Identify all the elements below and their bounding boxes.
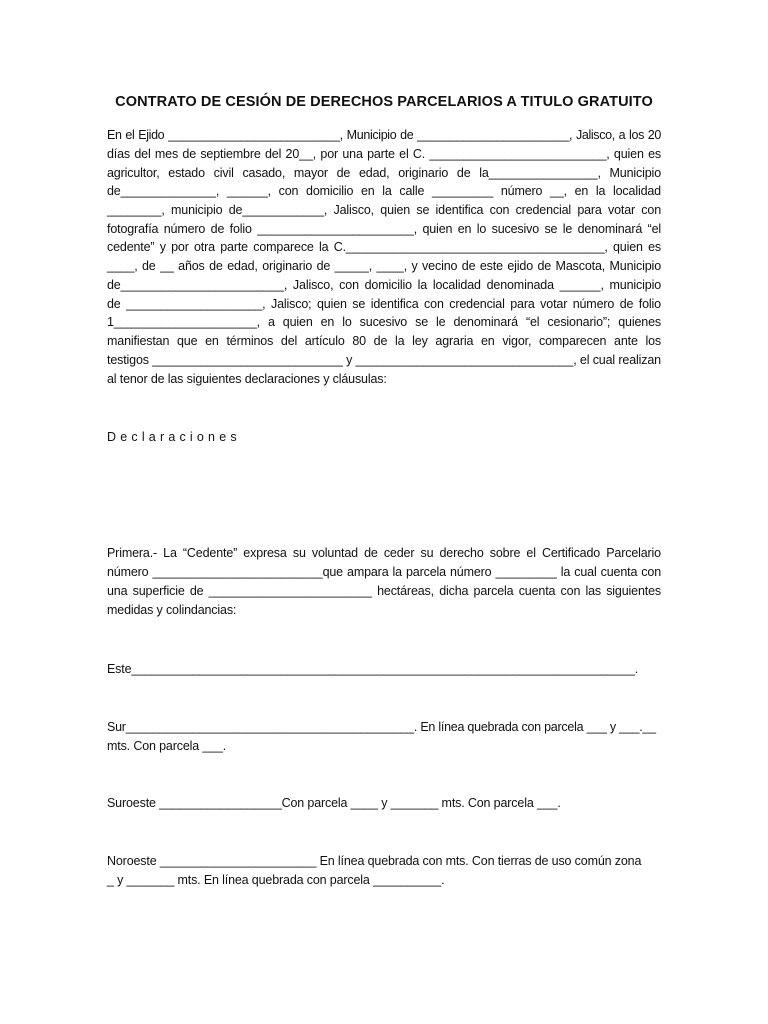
- intro-line-11: 1_____________________, a quien en lo sucesivo se le denominará “el cesionario”; quienes: [107, 315, 661, 329]
- intro-line-14: al tenor de las siguientes declaraciones y cláusulas:: [107, 372, 387, 386]
- document-title: CONTRATO DE CESIÓN DE DERECHOS PARCELARIOS A TITULO GRATUITO: [115, 94, 653, 110]
- este-line: Este__________________________________________________________________________.: [107, 662, 639, 676]
- intro-line-9: de________________________, Jalisco, con domicilio la localidad denominada ______, municipio: [107, 278, 661, 292]
- noroeste-line-1: Noroeste _______________________ En línea quebrada con mts. Con tierras de uso común zona: [107, 854, 642, 868]
- declaraciones-heading: Declaraciones: [107, 430, 241, 444]
- primera-line-4: medidas y colindancias:: [107, 603, 237, 617]
- intro-line-2: días del mes de septiembre del 20__, por una parte el C. __________________________, quien es: [107, 147, 661, 161]
- intro-line-8: ____, de __ años de edad, originario de _____, ____, y vecino de este ejido de Mascota, Municipio: [107, 259, 661, 273]
- intro-line-10: de ____________________, Jalisco; quien se identifica con credencial para votar número de folio: [107, 297, 661, 311]
- intro-line-13: testigos ____________________________ y ________________________________, el cual realizan: [107, 353, 661, 367]
- primera-line-1: Primera.- La “Cedente” expresa su voluntad de ceder su derecho sobre el Certificado Parcelario: [107, 546, 661, 560]
- intro-line-12: manifiestan que en términos del artículo 80 de la ley agraria en vigor, comparecen ante los: [107, 334, 661, 348]
- primera-line-3: una superficie de ________________________ hectáreas, dicha parcela cuenta con las siguientes: [107, 584, 661, 598]
- intro-line-1: En el Ejido __________________________, Municipio de _______________________, Jalisco, a los 20: [107, 128, 661, 142]
- noroeste-line-2: _ y _______ mts. En línea quebrada con parcela __________.: [107, 873, 445, 887]
- primera-line-2: número _________________________que ampara la parcela número _________ la cual cuenta con: [107, 565, 661, 579]
- suroeste-line: Suroeste __________________Con parcela ____ y _______ mts. Con parcela ___.: [107, 796, 561, 810]
- intro-line-5: ________, municipio de____________, Jalisco, quien se identifica con credencial para votar con: [107, 203, 661, 217]
- intro-line-4: de______________, ______, con domicilio en la calle _________ número __, en la localidad: [107, 184, 661, 198]
- intro-line-6: fotografía número de folio _______________________, quien en lo sucesivo se le denominará “el: [107, 222, 661, 236]
- intro-line-7: cedente” y por otra parte comparece la C.______________________________________, quien es: [107, 240, 661, 254]
- intro-line-3: agricultor, estado civil casado, mayor de edad, originario de la________________, Municipio: [107, 166, 661, 180]
- sur-line-1: Sur___________________________________________. En línea quebrada con parcela ___ y ___.__: [107, 720, 656, 734]
- sur-line-2: mts. Con parcela ___.: [107, 739, 227, 753]
